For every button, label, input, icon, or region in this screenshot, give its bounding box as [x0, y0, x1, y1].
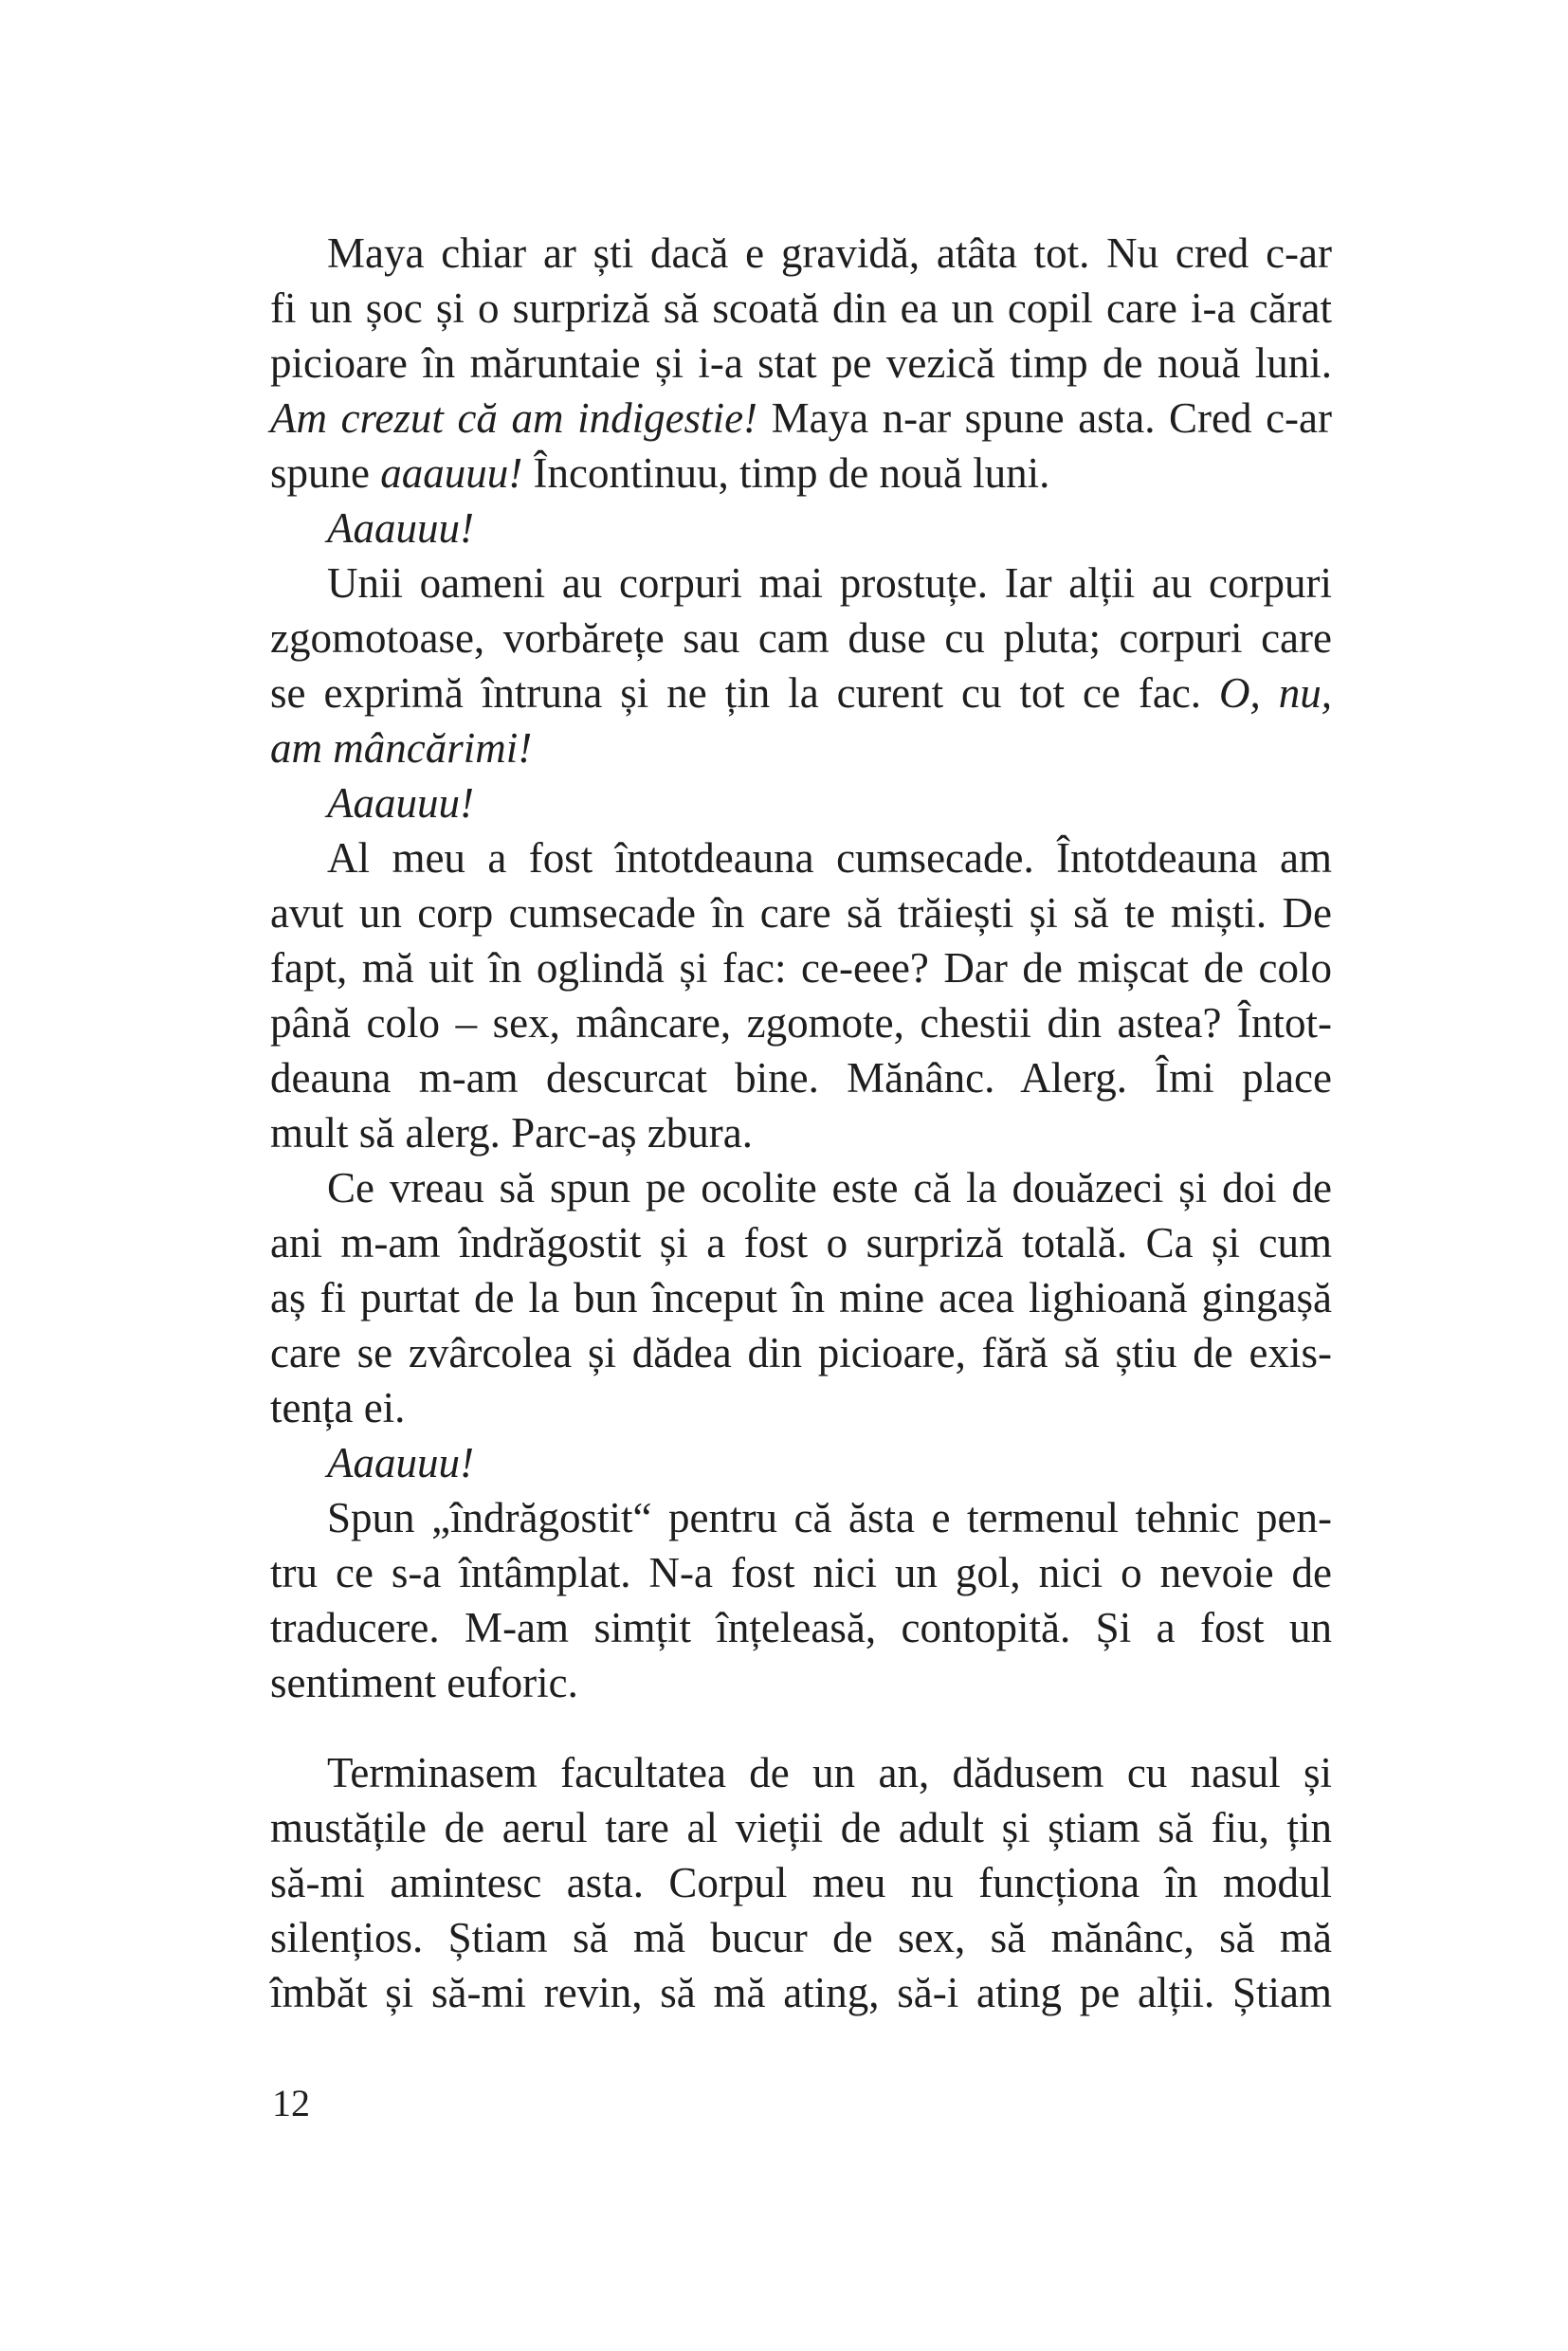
text-line: [270, 995, 1332, 1050]
page-text-block: [270, 226, 1332, 2020]
text-segment: zgomotoase, vorbărețe sau cam duse cu pluta; corpuri care: [270, 614, 1332, 662]
text-line: [270, 1380, 1332, 1435]
text-segment: picioare în măruntaie și i-a stat pe vezică timp de nouă luni.: [270, 339, 1332, 387]
text-line: [270, 1545, 1332, 1600]
text-line: [270, 1325, 1332, 1380]
italic-text-segment: Am crezut că am indigestie!: [270, 394, 758, 442]
text-segment: Terminasem facultatea de un an, dădusem cu nasul și: [327, 1749, 1332, 1796]
text-segment: să-mi amintesc asta. Corpul meu nu funcționa în modul: [270, 1859, 1332, 1906]
text-line: [270, 1600, 1332, 1655]
text-line: [270, 830, 1332, 885]
text-line: [270, 1855, 1332, 1910]
text-segment: Încontinuu, timp de nouă luni.: [522, 449, 1050, 497]
italic-text-segment: Aaauuu!: [327, 779, 474, 827]
text-segment: sentiment euforic.: [270, 1659, 578, 1706]
text-line: [270, 885, 1332, 940]
text-segment: spune: [270, 449, 381, 497]
text-line: [270, 391, 1332, 446]
text-segment: tența ei.: [270, 1384, 406, 1431]
text-line: [270, 1215, 1332, 1270]
text-segment: aș fi purtat de la bun început în mine acea lighioană gingașă: [270, 1274, 1332, 1321]
text-segment: ani m-am îndrăgostit și a fost o surpriză totală. Ca și cum: [270, 1219, 1332, 1267]
text-line: [270, 226, 1332, 281]
text-segment: traducere. M-am simțit înțeleasă, contopită. Și a fost un: [270, 1604, 1332, 1651]
text-line: [270, 1160, 1332, 1215]
text-segment: Maya n-ar spune asta. Cred c-ar: [757, 394, 1332, 442]
italic-text-segment: am mâncărimi!: [270, 724, 533, 772]
text-line: [270, 1800, 1332, 1855]
italic-text-segment: Aaauuu!: [327, 504, 474, 552]
text-line: [270, 611, 1332, 665]
text-line: [270, 665, 1332, 720]
page-number: 12: [272, 2082, 310, 2124]
text-segment: Maya chiar ar ști dacă e gravidă, atâta tot. Nu cred c-ar: [327, 229, 1332, 277]
text-segment: până colo – sex, mâncare, zgomote, chestii din astea? Întot-: [270, 999, 1332, 1047]
text-line: [270, 1490, 1332, 1545]
text-line: [270, 281, 1332, 336]
text-line: [270, 1655, 1332, 1710]
text-segment: mustățile de aerul tare al vieții de adult și știam să fiu, țin: [270, 1804, 1332, 1851]
text-line: [270, 1435, 1332, 1490]
text-segment: silențios. Știam să mă bucur de sex, să mănânc, să mă: [270, 1914, 1332, 1961]
text-line: [270, 1910, 1332, 1965]
italic-text-segment: Aaauuu!: [327, 1439, 474, 1486]
text-line: [270, 1105, 1332, 1160]
text-line: [270, 1745, 1332, 1800]
text-line: [270, 1050, 1332, 1105]
text-segment: avut un corp cumsecade în care să trăiești și să te miști. De: [270, 889, 1332, 937]
text-segment: se exprimă întruna și ne țin la curent cu tot ce fac.: [270, 669, 1220, 717]
text-segment: îmbăt și să-mi revin, să mă ating, să-i ating pe alții. Știam: [270, 1969, 1332, 2016]
text-line: [270, 775, 1332, 830]
text-line: [270, 336, 1332, 391]
text-segment: Al meu a fost întotdeauna cumsecade. Întotdeauna am: [327, 834, 1332, 882]
text-segment: fapt, mă uit în oglindă și fac: ce-eee? Dar de mișcat de colo: [270, 944, 1332, 992]
text-line: [270, 446, 1332, 501]
text-segment: care se zvârcolea și dădea din picioare, fără să știu de exis-: [270, 1329, 1332, 1376]
italic-text-segment: aaauuu!: [380, 449, 523, 497]
text-segment: deauna m-am descurcat bine. Mănânc. Alerg. Îmi place: [270, 1054, 1332, 1102]
text-segment: Ce vreau să spun pe ocolite este că la douăzeci și doi de: [327, 1164, 1332, 1212]
text-segment: tru ce s-a întâmplat. N-a fost nici un gol, nici o nevoie de: [270, 1549, 1332, 1596]
text-line: [270, 1270, 1332, 1325]
text-line: [270, 940, 1332, 995]
text-segment: mult să alerg. Parc-aș zbura.: [270, 1109, 753, 1157]
text-segment: Unii oameni au corpuri mai prostuțe. Iar alții au corpuri: [327, 559, 1332, 607]
italic-text-segment: O, nu,: [1219, 669, 1332, 717]
text-line: [270, 1965, 1332, 2020]
text-line: [270, 501, 1332, 556]
text-line: [270, 556, 1332, 611]
text-line: [270, 720, 1332, 775]
text-segment: fi un șoc și o surpriză să scoată din ea un copil care i-a cărat: [270, 284, 1332, 332]
text-segment: Spun „îndrăgostit“ pentru că ăsta e termenul tehnic pen-: [327, 1494, 1332, 1541]
